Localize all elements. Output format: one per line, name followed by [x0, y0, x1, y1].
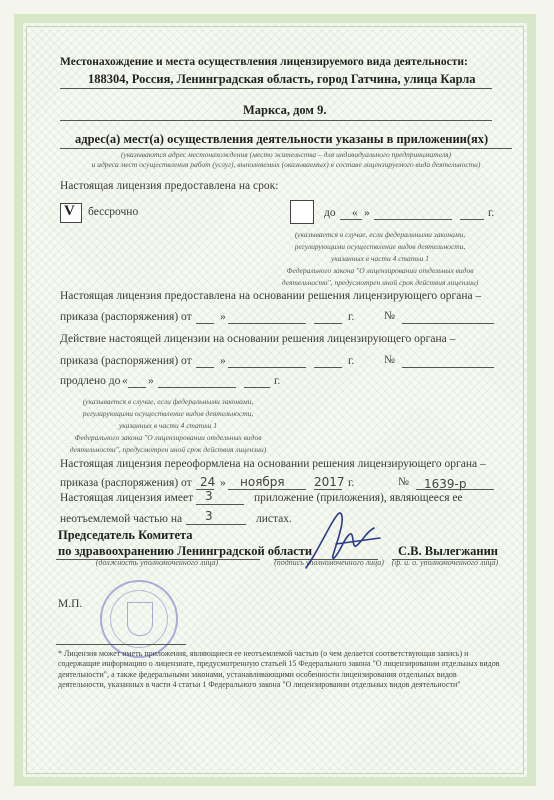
hint-line: деятельности", предусмотрен иной срок действия лицензии)	[69, 445, 267, 454]
divider	[60, 88, 492, 89]
term-label: Настоящая лицензия предоставлена на срок:	[60, 180, 279, 192]
integral-label: неотъемлемой частью на	[60, 513, 183, 525]
hint-line: (указывается в случае, если федеральными законами,	[294, 230, 466, 239]
name-hint: (ф. и. о. уполномоченного лица)	[391, 558, 499, 567]
basis-label: Настоящая лицензия предоставлена на основании решения лицензирующего органа –	[60, 290, 482, 302]
hint-line: Федерального закона "О лицензировании отдельных видов	[286, 266, 474, 275]
year-line	[314, 489, 342, 490]
unlimited-label: бессрочно	[88, 206, 139, 218]
hint-line: регулирующими осуществление видов деятельности,	[82, 409, 254, 418]
unlimited-checkbox	[60, 203, 82, 223]
appendix-has-label: Настоящая лицензия имеет	[60, 492, 194, 504]
reissue-number: 1639-р	[424, 477, 467, 491]
month-line	[228, 489, 306, 490]
signer-position-line-2: по здравоохранению Ленинградской области	[58, 544, 313, 558]
extension-order-label: приказа (распоряжения) от	[60, 355, 192, 367]
number-label: №	[384, 310, 395, 322]
quote-close: »	[148, 375, 154, 387]
sheets-count: 3	[205, 509, 213, 523]
quote-open: «	[122, 375, 128, 387]
month-line	[374, 219, 452, 220]
divider	[60, 120, 492, 121]
hint-line: Федерального закона "О лицензировании отдельных видов	[74, 433, 262, 442]
reissue-month: ноября	[240, 475, 285, 489]
address-line-1: 188304, Россия, Ленинградская область, город Гатчина, улица Карла	[88, 72, 476, 86]
hint-line: (указывается в случае, если федеральными законами,	[82, 397, 254, 406]
reissue-year: 2017	[314, 475, 345, 489]
check-mark-icon: V	[64, 203, 75, 219]
hint-line: указанных в части 4 статьи 1	[118, 421, 218, 430]
official-seal	[100, 580, 178, 658]
position-hint: (должность уполномоченного лица)	[95, 558, 219, 567]
number-line	[416, 489, 494, 490]
divider	[60, 148, 512, 149]
month-line	[228, 367, 306, 368]
location-hint-1: (указываются адрес местонахождения (место жительства – для индивидуального предпринимателя)	[120, 150, 452, 159]
hint-line: регулирующими осуществление видов деятельности,	[294, 242, 466, 251]
seal-label: М.П.	[58, 598, 83, 610]
year-label: г.	[348, 311, 355, 323]
year-line	[314, 367, 342, 368]
until-label: до	[324, 207, 336, 219]
number-label: №	[398, 476, 409, 488]
reissue-order-label: приказа (распоряжения) от	[60, 477, 192, 489]
sheets-line	[186, 524, 246, 525]
address-line-3: адрес(а) мест(а) осуществления деятельности указаны в приложении(ях)	[75, 132, 489, 146]
count-line	[196, 504, 244, 505]
signer-name: С.В. Вылегжанин	[398, 544, 498, 558]
basis-order-label: приказа (распоряжения) от	[60, 311, 192, 323]
quote-close: »	[220, 311, 226, 323]
extension-hint	[48, 396, 288, 456]
sheets-label: листах.	[256, 513, 292, 525]
reissue-label: Настоящая лицензия переоформлена на основании решения лицензирующего органа –	[60, 458, 486, 470]
footnote-divider	[56, 644, 186, 645]
month-line	[158, 387, 236, 388]
hint-line: деятельности", предусмотрен иной срок действия лицензии)	[281, 278, 479, 287]
quote-close: »	[220, 477, 226, 489]
month-line	[228, 323, 306, 324]
year-label: г.	[348, 477, 355, 489]
signer-position-line-1: Председатель Комитета	[58, 528, 193, 542]
number-line	[402, 323, 494, 324]
extended-until-label: продлено до	[60, 375, 121, 387]
year-line	[244, 387, 270, 388]
term-until-checkbox	[290, 200, 314, 224]
quote-open: «	[352, 207, 358, 219]
number-line	[402, 367, 494, 368]
footnote: * Лицензия может иметь приложения, являющиеся ее неотъемлемой частью (о чем делается соответствующая запись) и содержащие информацию о лицензиате, предусмотренную статьей 15 Федерального закона "О лицензировании отдельных видов деятельности", а также федеральными законами, устанавливающими особенности лицензирования отдельных видов деятельности, указанных в части 4 статьи 1 Федерального закона "О лицензировании отдельных видов деятельности"	[58, 649, 500, 690]
location-hint-2: и адреса мест осуществления работ (услуг), выполняемых (оказываемых) в составе лицензируемого вида деятельности)	[91, 160, 481, 169]
hint-line: указанных в части 4 статьи 1	[330, 254, 430, 263]
quote-close: »	[364, 207, 370, 219]
year-line	[460, 219, 484, 220]
year-label: г.	[274, 375, 281, 387]
address-line-2: Маркса, дом 9.	[243, 103, 327, 117]
day-line	[340, 219, 362, 220]
appendix-count: 3	[205, 489, 213, 503]
year-label: г.	[348, 355, 355, 367]
day-line	[128, 387, 146, 388]
extension-label: Действие настоящей лицензии на основании решения лицензирующего органа –	[60, 333, 456, 345]
reissue-day: 24	[200, 475, 216, 489]
signature-hint: (подпись уполномоченного лица)	[274, 558, 384, 567]
year-label: г.	[488, 207, 495, 219]
year-line	[314, 323, 342, 324]
day-line	[196, 323, 214, 324]
location-title: Местонахождение и места осуществления лицензируемого вида деятельности:	[60, 56, 468, 68]
term-hint	[260, 229, 500, 289]
appendix-rest-label: приложение (приложения), являющееся ее	[254, 492, 463, 504]
handwritten-signature	[300, 508, 386, 578]
number-label: №	[384, 354, 395, 366]
day-line	[196, 367, 214, 368]
quote-close: »	[220, 355, 226, 367]
